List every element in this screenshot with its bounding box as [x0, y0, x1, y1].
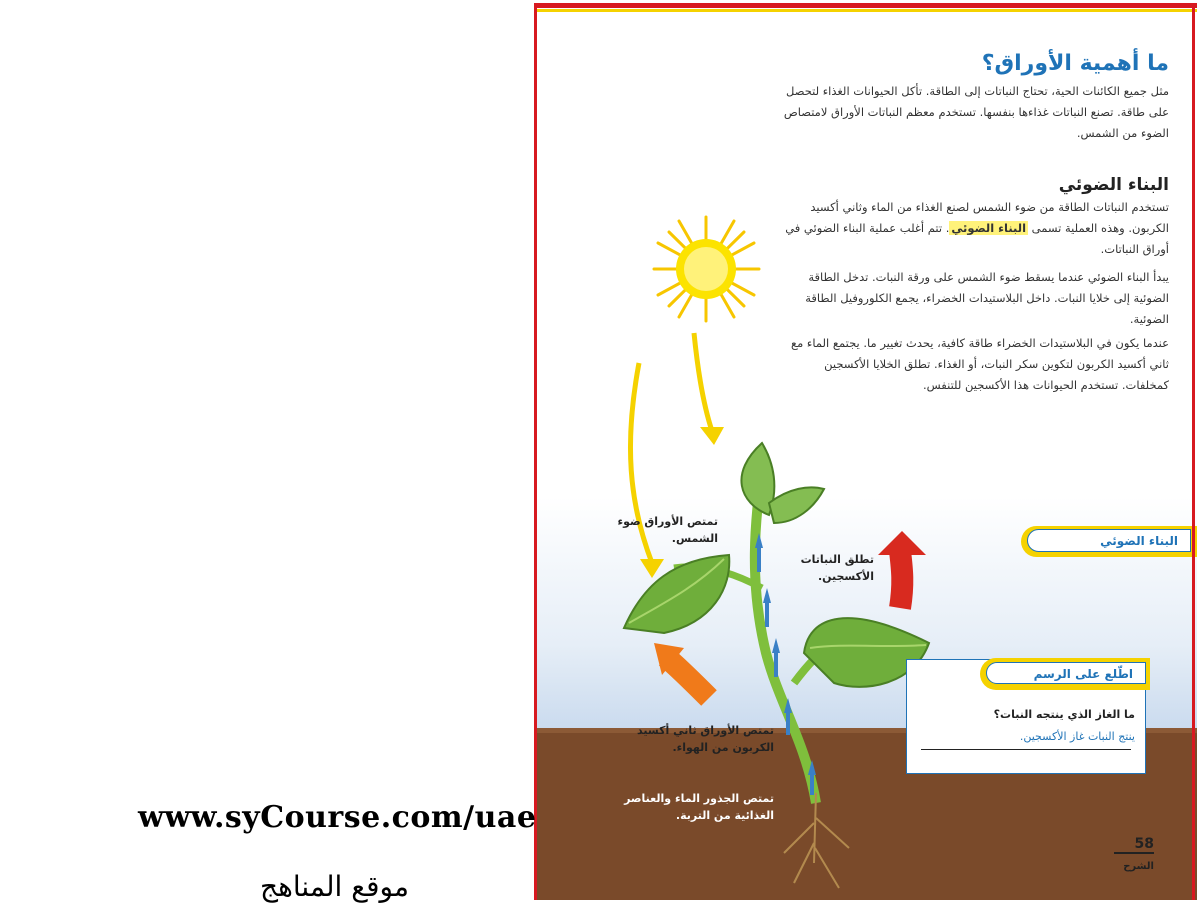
read-diagram-box — [906, 659, 1146, 774]
oxygen-paragraph: عندما يكون في البلاستيدات الخضراء طاقة كافية، يحدث تغيير ما. يجتمع الماء مع ثاني أكسيد الكربون لتكوين سكر النبات، أو الغذاء. تطلق الخلايا الأكسجين كمخلفات. تستخدم الحيوانات هذا الأكسجين للتنفس. — [790, 336, 1169, 392]
section-subheading: البناء الضوئي — [1058, 175, 1169, 195]
photosynthesis-paragraph — [779, 197, 1169, 260]
vocabulary-tag — [1021, 526, 1197, 557]
page-border-accent — [534, 9, 1197, 12]
page-border-left — [534, 3, 537, 900]
label-plants-release-oxygen: تطلق النباتات الأكسجين. — [800, 553, 874, 583]
diagram-question: ما الغاز الذي ينتجه النبات؟ — [993, 708, 1135, 721]
page-section-label: الشرح — [1123, 861, 1154, 872]
watermark-site-name: موقع المناهج — [260, 870, 409, 903]
watermark-url: www.syCourse.com/uae — [138, 800, 537, 835]
page-border-right — [1192, 3, 1195, 900]
label-roots-absorb-water: تمتص الجذور الماء والعناصر الغذائية من التربة. — [624, 792, 774, 822]
page-border-top — [534, 3, 1197, 8]
page-number-value: 58 — [1114, 836, 1154, 854]
read-diagram-title: اطّلع على الرسم — [986, 662, 1146, 684]
intro-paragraph: مثل جميع الكائنات الحية، تحتاج النباتات إلى الطاقة. تأكل الحيوانات الغذاء لتحصل على طاقة. تصنع النباتات غذاءها بنفسها. تستخدم معظم النباتات الأوراق لامتصاص الضوء من الشمس. — [783, 84, 1169, 140]
co2-arrow — [654, 643, 709, 698]
read-diagram-header — [980, 658, 1150, 690]
paragraph-text: تستخدم النباتات الطاقة من ضوء الشمس لصنع الغذاء من الماء وثاني أكسيد الكربون. وهذه العملية تسمى — [810, 200, 1169, 235]
sunlight-paragraph: يبدأ البناء الضوئي عندما يسقط ضوء الشمس على ورقة النبات. تدخل الطاقة الضوئية إلى خلايا النبات. داخل البلاستيدات الخضراء، يجمع الكلوروفيل الطاقة الضوئية. — [805, 270, 1169, 326]
label-leaves-absorb-sunlight: تمتص الأوراق ضوء الشمس. — [617, 515, 718, 545]
textbook-page — [534, 3, 1197, 900]
label-leaves-absorb-co2: تمتص الأوراق ثاني أكسيد الكربون من الهواء. — [637, 724, 774, 754]
sun-icon — [654, 217, 759, 321]
oxygen-arrow — [878, 531, 926, 608]
vocabulary-tag-label: البناء الضوئي — [1027, 529, 1191, 552]
page-title: ما أهمية الأوراق؟ — [981, 51, 1169, 76]
diagram-answer: ينتج النبات غاز الأكسجين. — [1019, 730, 1135, 743]
paragraph-text: . تتم أغلب عملية البناء الضوئي في أوراق النباتات. — [785, 221, 1169, 256]
highlighted-term: البناء الضوئي — [951, 221, 1027, 235]
page-number — [1114, 836, 1154, 873]
answer-line — [921, 749, 1131, 750]
